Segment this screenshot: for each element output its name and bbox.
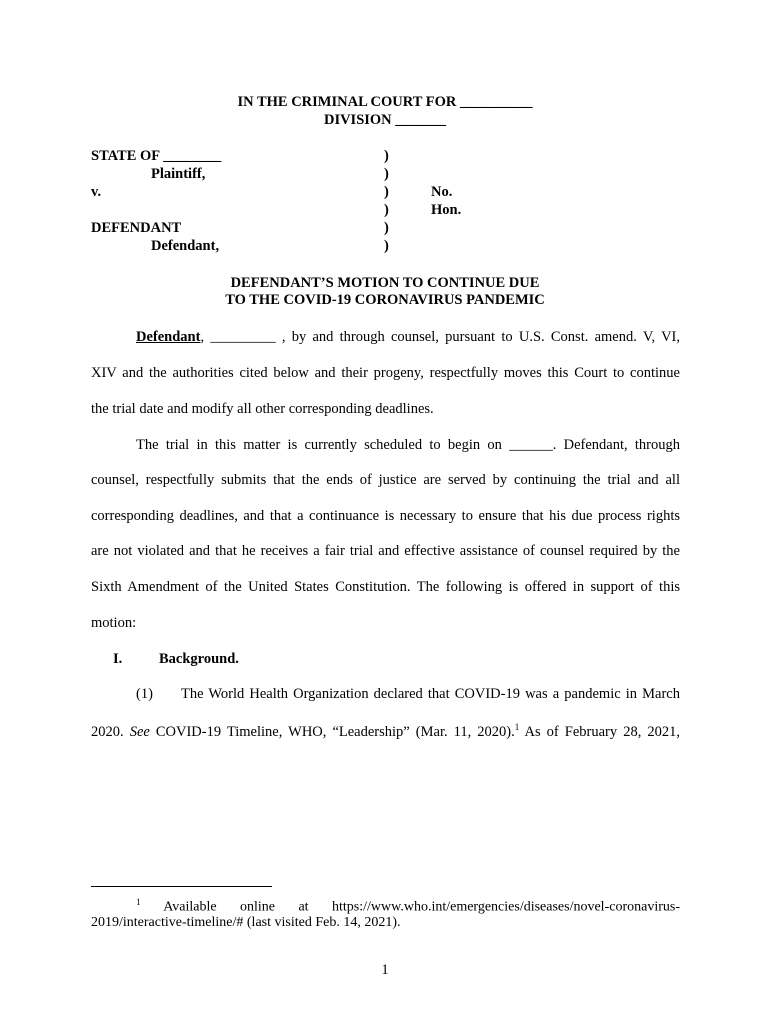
caption-paren: ) — [384, 202, 389, 218]
caption-versus: v. — [91, 184, 102, 200]
paragraph-1-line: XIV and the authorities cited below and their progeny, respectfully moves this Court to continue — [91, 365, 680, 381]
caption-plaintiff: Plaintiff, — [151, 166, 206, 182]
motion-title-line1: DEFENDANT’S MOTION TO CONTINUE DUE — [230, 275, 540, 291]
defendant-name: Defendant — [136, 329, 201, 345]
footnote-line — [136, 897, 680, 916]
paragraph-1-line — [136, 329, 680, 346]
item-1-text: COVID-19 Timeline, WHO, “Leadership” (Mar. 11, 2020). — [149, 723, 515, 740]
footnote-text[interactable]: Available online at https://www.who.int/emergencies/diseases/novel-coronavirus- — [163, 899, 680, 915]
paragraph-1-text: , _________ , by and through counsel, pursuant to U.S. Const. amend. V, VI, — [200, 329, 680, 345]
caption-defendant: DEFENDANT — [91, 220, 182, 236]
item-1-text: 2020. — [91, 723, 130, 740]
footnote-reference[interactable]: 1 — [514, 722, 520, 732]
case-number-label: No. — [431, 184, 453, 200]
item-1-line — [91, 722, 680, 741]
caption-paren: ) — [384, 148, 389, 164]
motion-title-line2: TO THE COVID-19 CORONAVIRUS PANDEMIC — [225, 292, 545, 308]
paragraph-2-line: are not violated and that he receives a fair trial and effective assistance of counsel required by the — [91, 543, 680, 559]
judge-label: Hon. — [431, 202, 462, 218]
caption-paren: ) — [384, 220, 389, 236]
paragraph-2-line: The trial in this matter is currently scheduled to begin on ______. Defendant, through — [136, 437, 680, 453]
caption-state: STATE OF ________ — [91, 148, 222, 164]
caption-paren: ) — [384, 166, 389, 182]
caption-paren: ) — [384, 238, 389, 254]
citation-signal: See — [129, 723, 150, 740]
paragraph-2-line: counsel, respectfully submits that the ends of justice are served by continuing the trial and all — [91, 472, 680, 488]
section-title: Background. — [159, 651, 239, 667]
caption-paren: ) — [384, 184, 389, 200]
paragraph-2-line: motion: — [91, 615, 137, 631]
section-number: I. — [113, 651, 123, 667]
item-1-text: As of February 28, 2021, — [519, 723, 680, 740]
division-heading: DIVISION _______ — [323, 112, 447, 128]
court-heading: IN THE CRIMINAL COURT FOR __________ — [237, 94, 533, 110]
paragraph-1-line: the trial date and modify all other corresponding deadlines. — [91, 401, 434, 417]
paragraph-2-line: corresponding deadlines, and that a continuance is necessary to ensure that his due process rights — [91, 508, 680, 524]
footnote-line[interactable]: 2019/interactive-timeline/# (last visited Feb. 14, 2021). — [91, 915, 401, 930]
footnote-marker: 1 — [136, 897, 141, 907]
footnote-separator — [91, 886, 272, 887]
item-number: (1) — [136, 686, 153, 702]
item-1-line: The World Health Organization declared that COVID-19 was a pandemic in March — [181, 686, 680, 702]
caption-defendant-role: Defendant, — [151, 238, 220, 254]
paragraph-2-line: Sixth Amendment of the United States Constitution. The following is offered in support of this — [91, 579, 680, 595]
page-number: 1 — [381, 962, 389, 978]
